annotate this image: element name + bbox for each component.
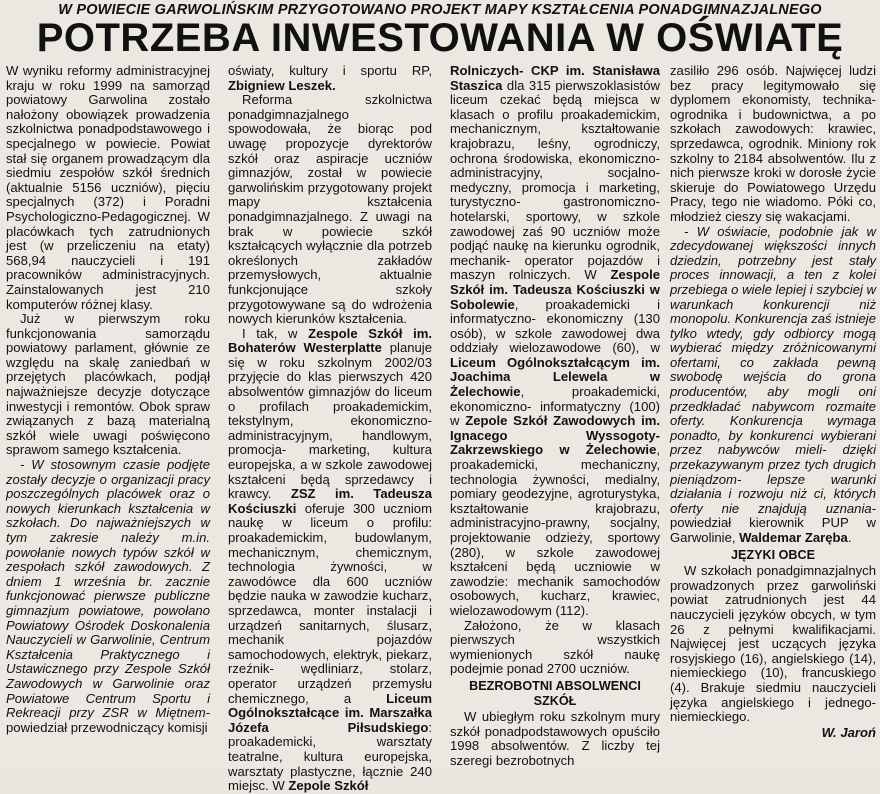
paragraph [6,458,210,735]
text-run: , proakademicki i informatyczno- ekonomiczny (130 osób), w szkole zawodowej dwa oddziały wielozawodowe (60), w [450,296,660,356]
quote-text: - W stosownym czasie podjęte zostały decyzje o organizacji pracy poszczególnych placówek oraz o nowych kierunkach kształcenia w szkołach. Do najważniejszych w tym zakresie należy m.in. powołanie nowych typów szkół w zespołach szkół zawodowych. Z dniem 1 września br. zacznie funkcjonować pierwsze publiczne gimnazjum powiatowe, powołano Powiatowy Ośrodek Doskonalenia Nauczycieli w Garwolinie, Centrum Kształcenia Praktycznego i Ustawicznego przy Zespole Szkół Zawodowych w Garwolinie oraz Powiatowe Centrum Sportu i Rekreacji przy ZSR w Miętnem- [6,457,210,721]
paragraph [670,225,876,546]
author-signature: W. Jaroń [821,724,876,740]
paragraph: W szkołach ponadgimnazjalnych prowadzonych przez garwoliński powiat zatrudnionych jest 44 nauczycieli języków obcych, w tym 26 z pełnymi kwalifikacjami. Najwięcej jest uczących języka rosyjskiego (16), angielskiego (14), niemieckiego (10), francuskiego (4). Brakuje siedmiu nauczycieli języka angielskiego i jednego- niemieckiego. [670,563,876,725]
paragraph [228,64,432,93]
school-name: Zepole Szkół [288,778,369,794]
paragraph: W ubiegłym roku szkolnym mury szkół ponadpodstawowych opuściło 1998 absolwentów. Z liczby tej szeregi bezrobotnych [450,709,660,768]
paragraph: Już w pierwszym roku funkcjonowania samorządu powiatowy parlament, głównie ze względu na skalę zaniedbań w przejętych placówkach, podjął najważniejsze decyzje dotyczące inwestycji i remontów. Obok spraw związanych z bazą materialną szkół wiele uwagi poświęcono sprawom samego kształcenia. [6,311,210,458]
school-name: Zepole Szkół Zawodowych im. Ignacego Wyssogoty- Zakrzewskiego w Żelechowie [450,413,661,458]
paragraph [228,327,432,794]
attribution-text: powiedział kierownik PUP w Garwolinie, [670,515,876,545]
paragraph: W wyniku reformy administracyjnej kraju w roku 1999 na samorząd powiatowy Garwolina zostało nałożony obowiązek prowadzenia szkolnictwa ponadpodstawowego i specjalnego w powiecie. Powiat stał się organem prowadzącym dla siedmiu zespołów szkół średnich (aktualnie 5156 uczniów), pięciu specjalnych (372) i Poradni Psychologiczno-Pedagogicznej. W placówkach tych zatrudnionych jest (w przeliczeniu na etaty) 568,94 nauczycieli i 191 pracowników administracyjnych. Zainstalowanych jest 210 komputerów różnej klasy. [6,63,210,312]
quote-text: - W oświacie, podobnie jak w zdecydowanej większości innych dziedzin, potrzebny jest stały proces innowacji, a ten z kolei przebiega o wiele lepiej i szybciej w warunkach konkurencji niż monopolu. Konkurencja zaś istnieje tylko wtedy, gdy odbiorcy mogą wybierać między zróżnicowanymi ofertami, co zakłada pewną swobodę wejścia do grona producentów, aby mogli oni przedkładać nabywcom rozmaite oferty. Konkurencja wymaga ponadto, by konkurenci wybierani przez nabywców mieli- dzięki przekazywanym przez tych drugich pieniądzom- lepsze warunki działania i rozwoju niż ci, których oferty nie znajdują uznania- [670,223,876,516]
subheading: BEZROBOTNI ABSOLWENCI SZKÓŁ [469,678,641,708]
text-run: . [847,530,852,545]
headline: POTRZEBA INWESTOWANIA W OŚWIATĘ [36,16,844,60]
paragraph: zasiliło 296 osób. Najwięcej ludzi bez pracy legitymowało się dyplomem ekonomisty, technika-ogrodnika i budownictwa, a po szkołach zawodowych: krawiec, sprzedawca, ogrodnik. Miniony rok szkolny to 2184 absolwentów. Ilu z nich pierwsze kroki w dorosłe życie skieruje do Powiatowego Urzędu Pracy, tego nie wiadomo. Póki co, młodzież cieszy się wakacjami. [670,63,876,224]
school-name: Rolniczych- CKP im. Stanisława Staszica [450,63,660,93]
text-run: oferuje 300 uczniom naukę w liceum o profilu: proakademickim, budowlanym, mechanicznym, chemicznym, technologia żywności, w zawodówce dla 600 uczniów będzie nauka w zawodzie kucharz, sprzedawca, monter instalacji i urządzeń sanitarnych, ślusarz, mechanik pojazdów samochodowych, elektryk, piekarz, rzeźnik- wędliniarz, stolarz, operator urządzeń przemysłu chemicznego, a [228,500,432,706]
text-run: : proakademicki, warsztaty teatralne, kultura europejska, warsztaty plastyczne, łącznie 240 miejsc. W [228,719,432,794]
kicker: W POWIECIE GARWOLIŃSKIM PRZYGOTOWANO PROJEKT MAPY KSZTAŁCENIA PONADGIMNAZJALNEGO [58,2,822,18]
paragraph: Założono, że w klasach pierwszych wszystkich wymienionych szkół naukę podejmie ponad 2700 uczniów. [450,617,660,677]
article-body [6,63,878,794]
text-run: planuje się w roku szkolnym 2002/03 przyjęcie do klas pierwszych 420 absolwentów gimnazjów do liceum o profilach proakademickim, tekstylnym, ekonomiczno-administracyjnym, handlowym, promocja- marketing, kultura europejska, a w szkole zawodowej kształceni będą sprzedawcy i krawcy. [228,340,432,502]
text-run: oświaty, kultury i sportu RP, [228,63,432,78]
text-run: I tak, w [242,325,309,341]
person-name: Waldemar Zaręba [739,530,848,545]
column-1 [6,64,210,764]
text-run: , proakademicki, ekonomiczno- informatyczny (100) w [450,384,660,429]
subheading: JĘZYKI OBCE [731,547,815,562]
column-3 [450,63,661,768]
school-name: ZSZ im. Tadeusza Kościuszki [228,486,433,516]
attribution-text: powiedział przewodniczący komisji [6,719,208,735]
text-run: dla 315 pierwszoklasistów liceum czekać będą miejsca w klasach o profilu proakademickim, mechanicznym, kształtowanie krajobrazu, leśny, ogrodniczy, ochrona środowiska, ekonomiczno- administracyjny, socjalno-medyczny, promocja i marketing, turystyczno- gastronomiczno- hotelarski, sportowy, w szkole zawodowej zaś 90 uczniów może podjąć naukę na kierunku ogrodnik, mechanik- operator pojazdów i maszyn rolniczych. W [450,77,660,283]
school-name: Zespole Szkół im. Bohaterów Westerplatte [228,325,432,356]
person-name: Zbigniew Leszek. [228,77,336,93]
school-name: Liceum Ogólnokształcącym im. Joachima Lelewela w Żelechowie [450,354,660,400]
column-4 [670,64,876,764]
column-2 [228,63,433,794]
paragraph [450,64,660,619]
school-name: Liceum Ogólnokształcące im. Marszałka Józefa Piłsudskiego [228,690,432,735]
paragraph: Reforma szkolnictwa ponadgimnazjalnego spowodowała, że biorąc pod uwagę propozycje dyrektorów szkół oraz aspiracje uczniów gimnazjów, został w powiecie garwolińskim przygotowany projekt mapy kształcenia ponadgimnazjalnego. Z uwagi na brak w powiecie szkół kształcących wyłącznie dla potrzeb określonych zakładów przemysłowych, aktualnie funkcjonujące szkoły przygotowywane są do wdrożenia nowych kierunków kształcenia. [228,92,432,327]
text-run: , proakademicki, mechaniczny, technologia żywności, medialny, pomiary geodezyjne, agroturystyka, kształtowanie krajobrazu, administracyjno-prawny, socjalny, projektowanie odzieży, sportowy (280), w szkole zawodowej kształceni będą uczniowie w zawodzie: mechanik samochodów osobowych, kucharz, krawiec, wielozawodowym (112). [450,442,660,618]
school-name: Zespole Szkół im. Tadeusza Kościuszki w Sobolewie [450,267,660,312]
